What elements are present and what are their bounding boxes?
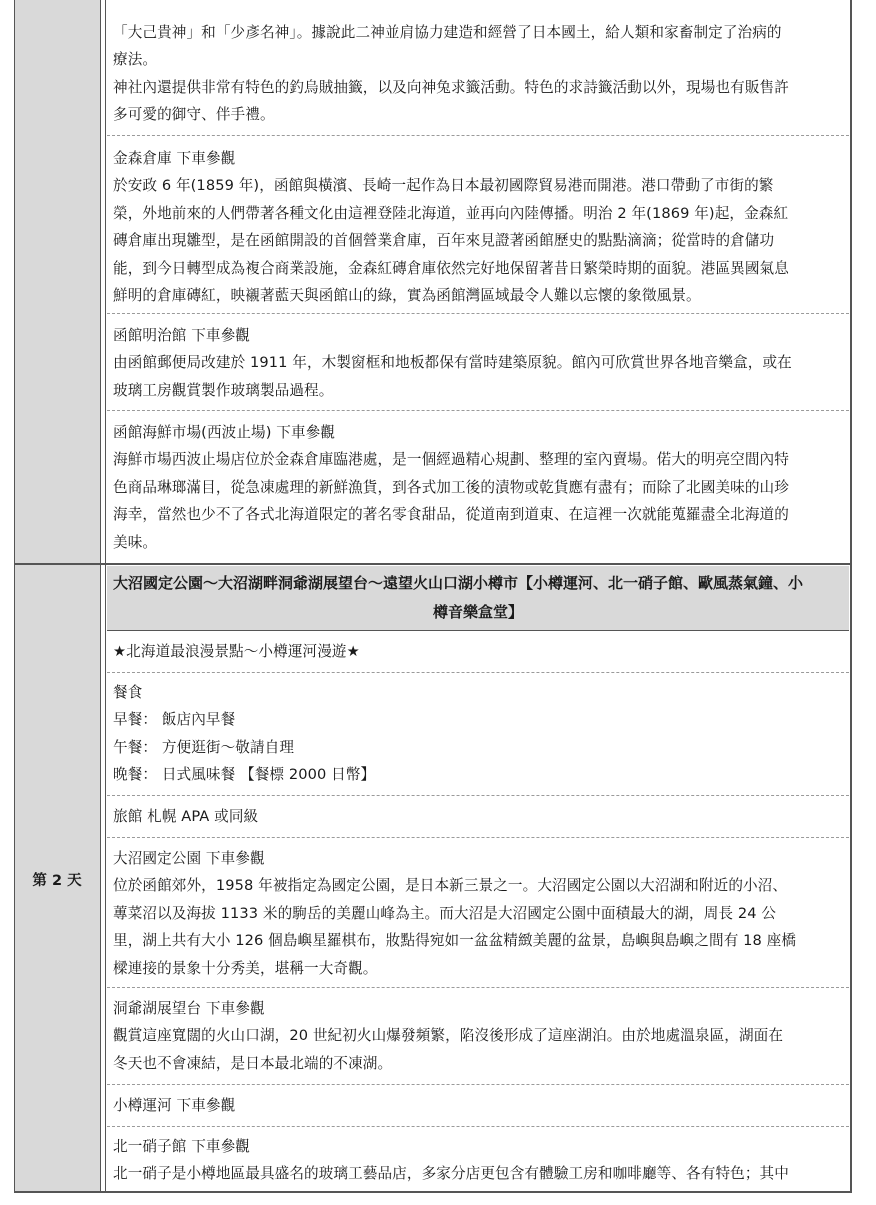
text-line: 冬天也不會凍結，是日本最北端的不凍湖。 (113, 1054, 393, 1072)
table-border-right (850, 0, 852, 1193)
text-line: 里，湖上共有大小 126 個島嶼星羅棋布，妝點得宛如一盆盆精緻美麗的盆景，島嶼與島嶼之間有 18 座橋 (113, 932, 797, 950)
day2-route-header (107, 566, 849, 630)
text-line: 海幸，當然也少不了各式北海道限定的著名零食甜品，從道南到道東、在這裡一次就能蒐羅盡全北海道的 (113, 506, 789, 524)
kanamori-section (107, 145, 849, 309)
text-line: 鮮明的倉庫磚紅，映襯著藍天與函館山的綠，實為函館灣區域最令人難以忘懷的象徵風景。 (113, 287, 701, 305)
hotel-text: 旅館 札幌 APA 或同級 (113, 808, 259, 825)
header-border (107, 630, 849, 631)
text-line: 海鮮市場西波止場店位於金森倉庫臨港處，是一個經過精心規劃、整理的室內賣場。偌大的明亮空間內特 (113, 451, 789, 469)
meals-section (107, 679, 849, 789)
text-line: 多可愛的御守、伴手禮。 (113, 106, 275, 124)
onuma-section (107, 845, 849, 982)
highlight-section (107, 638, 849, 665)
divider (107, 313, 849, 314)
text-line: 觀賞這座寬闊的火山口湖，20 世紀初火山爆發頻繁，陷沒後形成了這座湖泊。由於地處溫泉區，湖面在 (113, 1027, 784, 1045)
divider (107, 135, 849, 136)
kitaichi-section (107, 1133, 849, 1188)
content-border-left (105, 0, 106, 1193)
section-title: 函館明治館 下車參觀 (113, 327, 250, 344)
day-column-cell (14, 0, 100, 563)
text-line: 榮，外地前來的人們帶著各種文化由這裡登陸北海道，並再向內陸傳播。明治 2 年(1869 年)起，金森紅 (113, 204, 789, 222)
meal-lunch: 午餐： 方便逛街～敬請自理 (113, 738, 295, 756)
section-title: 金森倉庫 下車參觀 (113, 150, 236, 167)
route-header-line: 樽音樂盒堂】 (432, 602, 523, 621)
text-line: 磚倉庫出現雛型，是在函館開設的首個營業倉庫，百年來見證著函館歷史的點點滴滴；從當時的倉儲功 (113, 232, 775, 250)
text-line: 蓴菜沼以及海拔 1133 米的駒岳的美麗山峰為主。而大沼是大沼國定公園中面積最大的湖，周長 24 公 (113, 904, 777, 922)
divider (107, 672, 849, 673)
highlight-text: ★北海道最浪漫景點～小樽運河漫遊★ (113, 643, 360, 660)
text-line: 由函館郵便局改建於 1911 年，木製窗框和地板都保有當時建築原貌。館內可欣賞世界各地音樂盒，或在 (113, 354, 792, 372)
meal-dinner: 晚餐： 日式風味餐 【餐標 2000 日幣】 (113, 766, 376, 784)
toya-section (107, 995, 849, 1077)
text-line: 於安政 6 年(1859 年)，函館與橫濱、長崎一起作為日本最初國際貿易港而開港。港口帶動了市街的繁 (113, 177, 774, 195)
table-border-left (14, 0, 15, 1193)
section-title: 餐食 (113, 684, 143, 701)
divider (107, 1126, 849, 1127)
itinerary-table (14, 0, 852, 1193)
canal-section (107, 1092, 849, 1119)
shrine-intro (107, 19, 849, 129)
table-border-mid (100, 0, 101, 1193)
text-line: 療法。 (113, 51, 158, 69)
divider (107, 1084, 849, 1085)
text-line: 美味。 (113, 533, 158, 551)
divider (107, 410, 849, 411)
section-title: 北一硝子館 下車參觀 (113, 1138, 250, 1155)
hotel-section (107, 803, 849, 830)
meiji-section (107, 322, 849, 404)
section-title: 小樽運河 下車參觀 (113, 1097, 236, 1114)
text-line: 色商品琳瑯滿目，從急凍處理的新鮮漁貨，到各式加工後的漬物或乾貨應有盡有；而除了北國美味的山珍 (113, 478, 789, 496)
text-line: 「大己貴神」和「少彥名神」。據說此二神並肩協力建造和經營了日本國土，給人類和家畜制定了治病的 (113, 24, 782, 41)
divider (107, 987, 849, 988)
meal-breakfast: 早餐： 飯店內早餐 (113, 711, 236, 729)
market-section (107, 419, 849, 556)
day-label: 第 2 天 (32, 873, 82, 889)
text-line: 神社內還提供非常有特色的釣烏賊抽籤，以及向神兔求籤活動。特色的求詩籤活動以外，現場也有販售許 (113, 78, 789, 96)
text-line: 北一硝子是小樽地區最具盛名的玻璃工藝品店，多家分店更包含有體驗工房和咖啡廳等、各有特色；其中 (113, 1165, 789, 1183)
section-title: 洞爺湖展望台 下車參觀 (113, 1000, 265, 1017)
divider (107, 795, 849, 796)
text-line: 玻璃工房觀賞製作玻璃製品過程。 (113, 381, 334, 399)
text-line: 能，到今日轉型成為複合商業設施，金森紅磚倉庫依然完好地保留著昔日繁榮時期的面貌。港區異國氣息 (113, 259, 789, 277)
day-content (107, 0, 849, 1193)
text-line: 樑連接的景象十分秀美，堪稱一大奇觀。 (113, 959, 378, 977)
section-title: 大沼國定公園 下車參觀 (113, 850, 265, 867)
section-title: 函館海鮮市場(西波止場) 下車參觀 (113, 424, 336, 441)
text-line: 位於函館郊外，1958 年被指定為國定公園，是日本新三景之一。大沼國定公園以大沼湖和附近的小沼、 (113, 877, 788, 895)
route-header-line: 大沼國定公園～大沼湖畔洞爺湖展望台～遠望火山口湖小樽市【小樽運河、北一硝子館、歐風蒸氣鐘、小 (113, 574, 804, 592)
divider (107, 837, 849, 838)
